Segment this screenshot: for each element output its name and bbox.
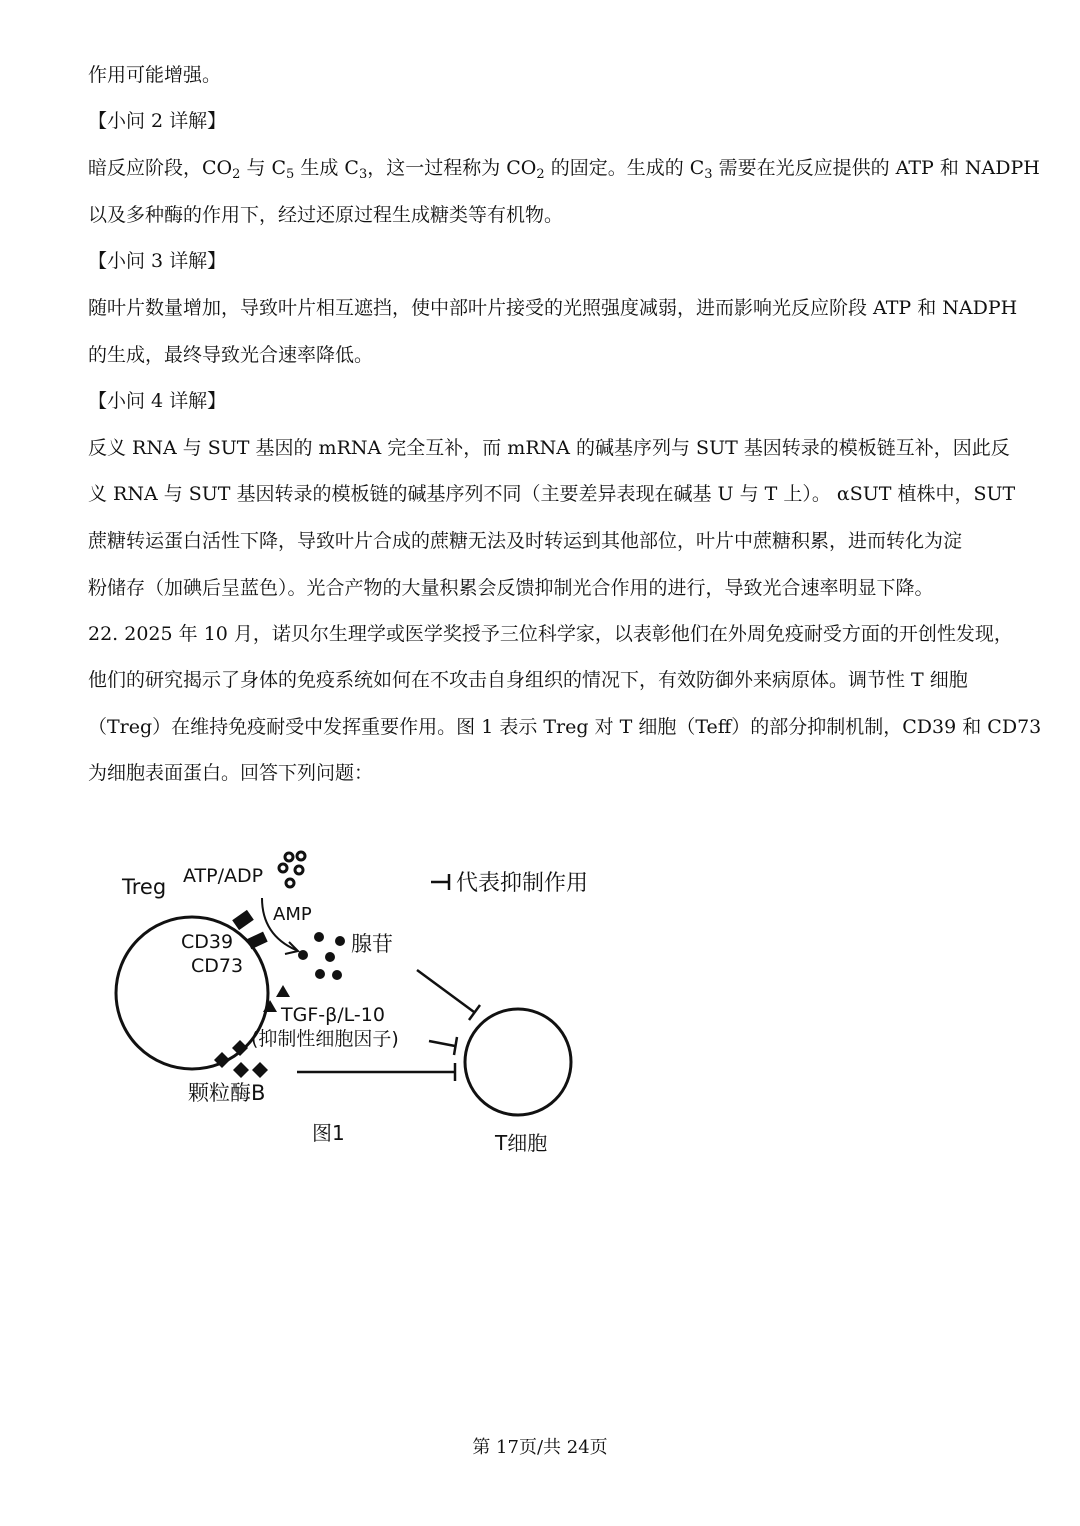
text-line: 蔗糖转运蛋白活性下降，导致叶片合成的蔗糖无法及时转运到其他部位，叶片中蔗糖积累，进而转化为淀 — [88, 530, 963, 552]
text-line: 粉储存（加碘后呈蓝色）。光合产物的大量积累会反馈抑制光合作用的进行，导致光合速率明显下降。 — [88, 577, 934, 599]
question-text: 他们的研究揭示了身体的免疫系统如何在不攻击自身组织的情况下，有效防御外来病原体。调节性 T 细胞 — [88, 669, 968, 691]
atp-molecules — [279, 852, 305, 887]
text-line: 随叶片数量增加，导致叶片相互遮挡，使中部叶片接受的光照强度减弱，进而影响光反应阶段 ATP 和 NADPH — [88, 297, 1018, 319]
treg-label: Treg — [122, 875, 167, 899]
adenosine-label: 腺苷 — [351, 932, 393, 956]
text-line: 义 RNA 与 SUT 基因转录的模板链的碱基序列不同（主要差异表现在碱基 U 与 T 上）。 αSUT 植株中，SUT — [88, 483, 1016, 505]
question-text: 为细胞表面蛋白。回答下列问题： — [88, 762, 374, 784]
section-heading: 【小问 2 详解】 — [88, 110, 227, 132]
text-line: 的生成，最终导致光合速率降低。 — [88, 344, 374, 366]
t-cell-label: T细胞 — [495, 1131, 548, 1155]
question-text: 22. 2025 年 10 月，诺贝尔生理学或医学奖授予三位科学家，以表彰他们在外周免疫耐受方面的开创性发现， — [88, 623, 1013, 645]
tgf-note-label: (抑制性细胞因子) — [251, 1028, 399, 1050]
section-heading: 【小问 4 详解】 — [88, 390, 227, 412]
tgf-molecule — [276, 985, 290, 997]
section-heading: 【小问 3 详解】 — [88, 250, 227, 272]
granzyme-label: 颗粒酶B — [188, 1081, 266, 1105]
text-line: 暗反应阶段，$CO_2$ 与 $C_5$ 生成 $C_3$，这一过程称为 $CO_2$ 的固定。生成的 $C_3$ 需要在光反应提供的 ATP 和 NADPH — [88, 157, 1040, 182]
t-cell — [465, 1009, 571, 1115]
cd39-label: CD39 — [181, 931, 234, 953]
page-footer: 第 17页/共 24页 — [472, 1437, 608, 1458]
text-line: 以及多种酶的作用下，经过还原过程生成糖类等有机物。 — [88, 204, 564, 226]
adenosine-molecules — [298, 932, 345, 980]
amp-label: AMP — [273, 904, 312, 925]
text-line: 作用可能增强。 — [88, 64, 222, 86]
tgf-label: TGF-β/L-10 — [281, 1004, 385, 1026]
text-line: 反义 RNA 与 SUT 基因的 mRNA 完全互补，而 mRNA 的碱基序列与 SUT 基因转录的模板链互补，因此反 — [88, 437, 1010, 459]
question-text: （Treg）在维持免疫耐受中发挥重要作用。图 1 表示 Treg 对 T 细胞（Teff）的部分抑制机制，CD39 和 CD73 — [88, 716, 1042, 738]
figure-caption: 图1 — [312, 1121, 345, 1145]
cd39-receptor — [232, 910, 254, 930]
atp-adp-label: ATP/ADP — [183, 865, 264, 887]
legend-label: 代表抑制作用 — [456, 871, 589, 896]
cd73-label: CD73 — [191, 955, 244, 977]
cd73-receptor — [247, 932, 268, 950]
tgf-molecule — [263, 1000, 277, 1012]
